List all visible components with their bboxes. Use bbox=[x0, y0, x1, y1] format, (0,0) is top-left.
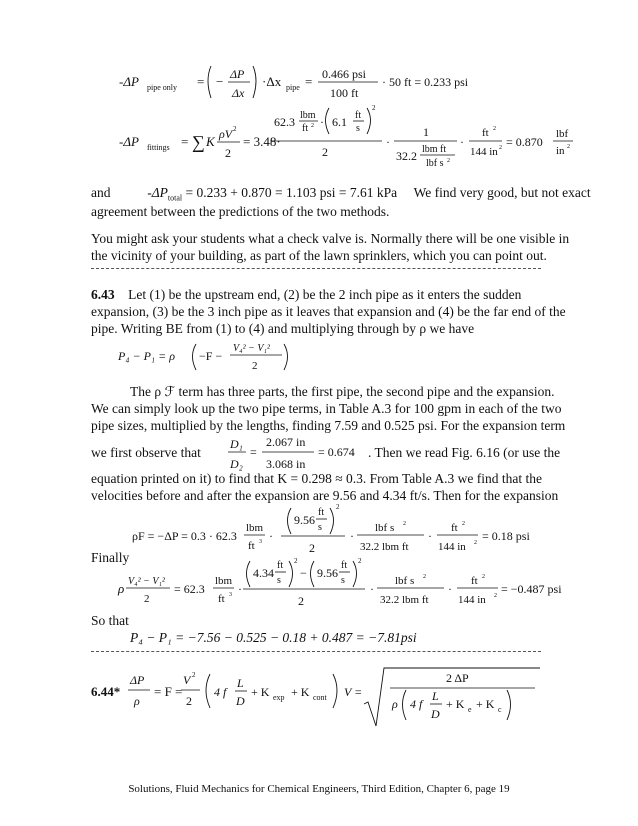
svg-text:exp: exp bbox=[273, 693, 285, 702]
svg-text:D: D bbox=[236, 694, 245, 708]
fit-conv-den: 144 in bbox=[470, 146, 498, 158]
svg-text:2: 2 bbox=[447, 158, 450, 164]
svg-text:2: 2 bbox=[311, 123, 314, 129]
svg-text:cont: cont bbox=[313, 693, 327, 702]
svg-text:ft: ft bbox=[248, 540, 255, 552]
svg-text:−: − bbox=[216, 74, 224, 89]
svg-text:144 in: 144 in bbox=[458, 594, 486, 606]
p643-line5: We can simply look up the two pipe terms, in Table A.3 for 100 gpm in each of the two bbox=[91, 401, 562, 416]
svg-text:s: s bbox=[356, 123, 360, 134]
svg-text:pipe: pipe bbox=[286, 83, 300, 92]
svg-text:2: 2 bbox=[225, 146, 231, 160]
page-footer: Solutions, Fluid Mechanics for Chemical Engineers, Third Edition, Chapter 6, page 19 bbox=[128, 783, 510, 795]
svg-text:4.34: 4.34 bbox=[253, 566, 274, 580]
svg-text:3: 3 bbox=[229, 592, 232, 598]
equation-pressure-drops bbox=[0, 0, 638, 170]
svg-text:2: 2 bbox=[482, 574, 485, 580]
svg-text:L: L bbox=[432, 689, 439, 703]
pipe-rhs: · 50 ft = 0.233 psi bbox=[382, 75, 469, 89]
svg-text:·: · bbox=[370, 582, 374, 596]
svg-text:ΔP: ΔP bbox=[130, 673, 145, 687]
svg-text:2: 2 bbox=[494, 593, 497, 599]
finally-label: Finally bbox=[91, 550, 130, 565]
svg-text:ΔP: ΔP bbox=[230, 67, 245, 81]
svg-text:2: 2 bbox=[298, 594, 304, 608]
svg-text:K: K bbox=[206, 134, 215, 149]
svg-text:lbf s: lbf s bbox=[395, 575, 415, 587]
pipe-sub: pipe only bbox=[147, 83, 177, 92]
svg-text:ρF = −ΔP = 0.3 · 62.3: ρF = −ΔP = 0.3 · 62.3 bbox=[132, 529, 237, 543]
divider bbox=[91, 651, 541, 652]
pipe-den: 100 ft bbox=[330, 86, 359, 100]
svg-text:=: = bbox=[250, 445, 257, 459]
svg-text:·: · bbox=[448, 582, 452, 596]
svg-text:ft: ft bbox=[471, 575, 478, 587]
svg-text:s: s bbox=[318, 522, 322, 533]
divider bbox=[91, 268, 541, 269]
svg-text:= −0.487 psi: = −0.487 psi bbox=[501, 582, 562, 596]
svg-text:D: D bbox=[431, 707, 440, 721]
svg-text:+ K: + K bbox=[446, 697, 465, 711]
final-equation: P₄ − P₁ = −7.56 − 0.525 − 0.18 + 0.487 = −7.81psi bbox=[130, 630, 417, 645]
fit-v-exp: 6.1 bbox=[332, 115, 347, 129]
svg-text:ρ: ρ bbox=[392, 697, 398, 711]
svg-text:2: 2 bbox=[372, 104, 376, 112]
equation-644 bbox=[0, 660, 638, 740]
equation-finally bbox=[0, 555, 638, 615]
fit-sub: fittings bbox=[147, 143, 170, 152]
svg-text:= 0.674: = 0.674 bbox=[318, 445, 355, 459]
svg-text:D₁: D₁ bbox=[230, 437, 243, 451]
svg-text:ft: ft bbox=[451, 522, 458, 534]
svg-text:lbm: lbm bbox=[215, 575, 233, 587]
svg-text:32.2 lbm ft: 32.2 lbm ft bbox=[360, 541, 409, 553]
svg-text:4 f: 4 f bbox=[410, 697, 423, 711]
fit-result: = 0.870 bbox=[506, 135, 543, 149]
svg-text:lbf s: lbf s bbox=[375, 522, 395, 534]
svg-text:=: = bbox=[181, 134, 189, 149]
svg-text:·: · bbox=[460, 135, 464, 149]
svg-text:2: 2 bbox=[294, 557, 298, 565]
svg-text:2: 2 bbox=[493, 126, 496, 132]
p643-line3: pipe. Writing BE from (1) to (4) and multiplying through by ρ we have bbox=[91, 321, 475, 336]
svg-text:·: · bbox=[238, 582, 242, 596]
svg-text:2: 2 bbox=[358, 557, 362, 565]
svg-text:2: 2 bbox=[567, 144, 570, 150]
equals-1: = bbox=[197, 74, 205, 89]
svg-text:3.068 in: 3.068 in bbox=[266, 457, 306, 471]
svg-text:·: · bbox=[269, 529, 273, 543]
svg-text:lbm: lbm bbox=[246, 522, 264, 534]
svg-text:V₄² − V₁²: V₄² − V₁² bbox=[233, 343, 270, 354]
svg-text:ρV: ρV bbox=[219, 127, 233, 141]
svg-text:L: L bbox=[237, 676, 244, 690]
svg-text:2: 2 bbox=[309, 541, 315, 555]
fit-conv-num: ft bbox=[482, 127, 489, 139]
svg-text:=: = bbox=[305, 74, 313, 89]
fit-coef: = 3.48· bbox=[243, 134, 281, 149]
svg-text:144 in: 144 in bbox=[438, 541, 466, 553]
svg-text:2: 2 bbox=[403, 521, 406, 527]
svg-text:2: 2 bbox=[499, 145, 502, 151]
svg-text:c: c bbox=[498, 705, 502, 714]
fit-gc: 32.2 bbox=[396, 149, 417, 163]
svg-text:32.2 lbm ft: 32.2 lbm ft bbox=[380, 594, 429, 606]
svg-text:9.56: 9.56 bbox=[294, 513, 315, 527]
svg-text:9.56: 9.56 bbox=[317, 566, 338, 580]
p643-line8: equation printed on it) to find that K = 0.298 ≈ 0.3. From Table A.3 we find that the bbox=[91, 471, 543, 486]
svg-text:ft: ft bbox=[302, 123, 309, 134]
svg-text:2: 2 bbox=[322, 145, 328, 159]
svg-text:+ K: + K bbox=[476, 697, 495, 711]
p643-line6: pipe sizes, multiplied by the lengths, finding 7.59 and 0.525 psi. For the expansion term bbox=[91, 418, 566, 433]
svg-text:2.067 in: 2.067 in bbox=[266, 435, 306, 449]
svg-text:2: 2 bbox=[462, 521, 465, 527]
para1-line2: agreement between the predictions of the two methods. bbox=[91, 204, 390, 219]
fit-gc-num: lbm ft bbox=[422, 144, 447, 155]
svg-text:V =: V = bbox=[344, 685, 363, 699]
pipe-lhs: -ΔP bbox=[119, 74, 139, 89]
svg-text:−: − bbox=[300, 566, 307, 580]
svg-text:s: s bbox=[341, 575, 345, 586]
svg-text:ft: ft bbox=[277, 560, 284, 571]
svg-text:P₄ − P₁ = ρ: P₄ − P₁ = ρ bbox=[118, 349, 175, 363]
p643-line1: 6.43 Let (1) be the upstream end, (2) be the 2 inch pipe as it enters the sudden bbox=[91, 287, 522, 302]
fit-units-num: lbf bbox=[556, 128, 569, 140]
svg-text:V: V bbox=[183, 673, 191, 687]
fit-units-den: in bbox=[556, 145, 565, 157]
p643-line9: velocities before and after the expansion are 9.56 and 4.34 ft/s. Then for the expansion bbox=[91, 488, 559, 503]
svg-text:·: · bbox=[386, 135, 390, 149]
para2-line1: You might ask your students what a check valve is. Normally there will be one visible in bbox=[91, 231, 570, 246]
svg-text:1: 1 bbox=[423, 125, 429, 139]
p643-line7-tail: . Then we read Fig. 6.16 (or use the bbox=[368, 445, 561, 460]
pipe-num: 0.466 psi bbox=[322, 67, 367, 81]
svg-text:2: 2 bbox=[252, 360, 258, 372]
svg-text:2: 2 bbox=[144, 593, 150, 605]
svg-text:2: 2 bbox=[336, 503, 340, 511]
so-that-label: So that bbox=[91, 613, 129, 628]
fit-v-num: 62.3 bbox=[274, 115, 295, 129]
svg-text:lbm: lbm bbox=[300, 110, 316, 121]
svg-text:2: 2 bbox=[423, 574, 426, 580]
svg-text:+ K: + K bbox=[291, 685, 310, 699]
svg-text:ft: ft bbox=[318, 507, 325, 518]
para2-line2: the vicinity of your building, as part of the lawn sprinklers, which you can point out. bbox=[91, 248, 547, 263]
p643-line7-head: we first observe that bbox=[91, 445, 201, 460]
svg-text:ρ: ρ bbox=[134, 694, 140, 708]
svg-text:2: 2 bbox=[233, 125, 237, 133]
svg-text:e: e bbox=[468, 705, 472, 714]
svg-text:2 ΔP: 2 ΔP bbox=[446, 671, 469, 685]
svg-text:4 f: 4 f bbox=[214, 685, 227, 699]
para1-line1: and $-\Delta P_{total} = 0.233 + 0.870 = 1.103$ psi = 7.61 kPa We find very good, but not exact bbox=[91, 185, 591, 203]
svg-text:2: 2 bbox=[192, 671, 196, 679]
svg-text:ft: ft bbox=[218, 593, 225, 605]
svg-text:6.44*: 6.44* bbox=[91, 684, 121, 699]
svg-text:·: · bbox=[428, 529, 432, 543]
svg-text:ft: ft bbox=[341, 560, 348, 571]
svg-text:∑: ∑ bbox=[192, 132, 205, 152]
svg-text:·Δx: ·Δx bbox=[262, 74, 282, 89]
p643-line2: expansion, (3) be the 3 inch pipe as it leaves that expansion and (4) be the far end of the bbox=[91, 304, 566, 319]
svg-text:= F =: = F = bbox=[154, 684, 183, 699]
svg-text:ρ: ρ bbox=[118, 581, 125, 596]
fit-lhs: -ΔP bbox=[119, 134, 139, 149]
fit-gc-den: lbf s bbox=[426, 158, 444, 169]
svg-text:2: 2 bbox=[186, 694, 192, 708]
svg-text:ft: ft bbox=[355, 110, 362, 121]
svg-text:2: 2 bbox=[474, 540, 477, 546]
svg-text:V₄² − V₁²: V₄² − V₁² bbox=[128, 576, 165, 587]
svg-text:·: · bbox=[320, 115, 324, 129]
svg-text:−F −: −F − bbox=[199, 349, 223, 363]
svg-text:Δx: Δx bbox=[232, 86, 245, 100]
svg-text:s: s bbox=[277, 575, 281, 586]
svg-text:= 0.18 psi: = 0.18 psi bbox=[482, 529, 530, 543]
svg-text:D₂: D₂ bbox=[230, 457, 243, 471]
svg-text:·: · bbox=[350, 529, 354, 543]
svg-text:= 62.3: = 62.3 bbox=[174, 582, 205, 596]
p643-line4: The ρ ℱ term has three parts, the first pipe, the second pipe and the expansion. bbox=[130, 384, 555, 399]
svg-text:+ K: + K bbox=[251, 685, 270, 699]
equation-be bbox=[0, 336, 638, 376]
svg-text:3: 3 bbox=[259, 539, 262, 545]
